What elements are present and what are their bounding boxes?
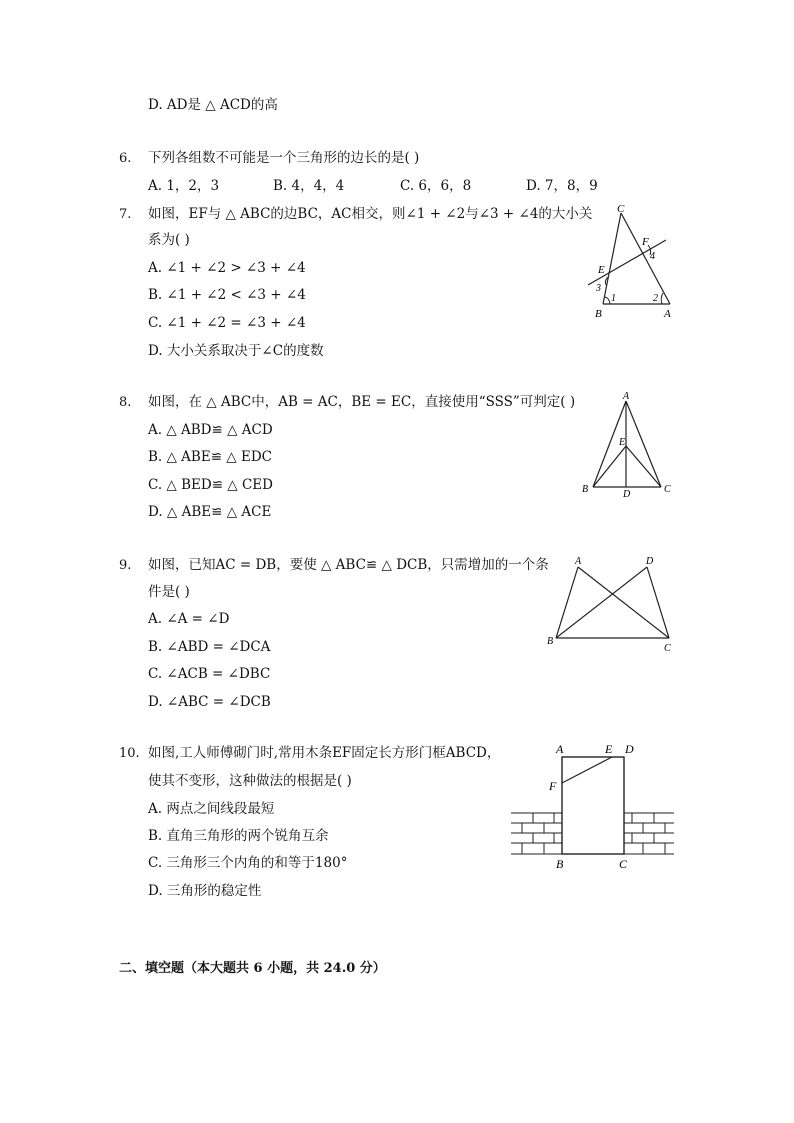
q6-option-b: B. 4，4，4 <box>273 178 345 194</box>
q10-label-a: A <box>556 742 564 756</box>
q10-stem-line1: 如图,工人师傅砌门时,常用木条EF固定长方形门框ABCD， <box>148 745 501 761</box>
q7-option-c: C. ∠1 + ∠2 = ∠3 + ∠4 <box>148 315 306 331</box>
q7-number: 7. <box>119 207 132 222</box>
q7-label-2: 2 <box>653 293 658 304</box>
q10-label-f: F <box>549 779 557 793</box>
q7-stem-line2: 系为( ) <box>148 232 190 248</box>
q7-option-d: D. 大小关系取决于∠C的度数 <box>148 343 324 359</box>
q7-label-f: F <box>642 236 649 248</box>
q8-label-e: E <box>619 437 626 448</box>
q8-label-d: D <box>623 489 631 500</box>
q8-stem: 如图，在 △ ABC中，AB = AC，BE = EC，直接使用“SSS”可判定( ) <box>148 394 576 410</box>
q7-stem-line1: 如图，EF与 △ ABC的边BC，AC相交，则∠1 + ∠2与∠3 + ∠4的大小关 <box>148 206 593 222</box>
q9-label-d: D <box>646 556 654 567</box>
q8-label-b: B <box>582 484 589 495</box>
q10-figure <box>508 738 678 874</box>
q10-label-e: E <box>605 742 613 756</box>
q8-label-c: C <box>664 484 671 495</box>
q10-option-a: A. 两点之间线段最短 <box>148 801 275 817</box>
q7-option-b: B. ∠1 + ∠2 < ∠3 + ∠4 <box>148 287 306 303</box>
q9-stem-line1: 如图，已知AC = DB，要使 △ ABC≌ △ DCB，只需增加的一个条 <box>148 557 549 573</box>
q5-option-d: D. AD是 △ ACD的高 <box>148 97 278 113</box>
q9-figure <box>543 550 683 655</box>
q10-option-d: D. 三角形的稳定性 <box>148 883 262 899</box>
q7-label-e: E <box>598 264 605 276</box>
q8-number: 8. <box>119 395 132 410</box>
door-frame <box>562 757 624 854</box>
q6-stem: 下列各组数不可能是一个三角形的边长的是( ) <box>148 150 420 166</box>
q6-number: 6. <box>119 151 132 166</box>
q9-option-c: C. ∠ACB = ∠DBC <box>148 666 271 682</box>
q8-option-c: C. △ BED≌ △ CED <box>148 477 273 493</box>
q8-option-d: D. △ ABE≌ △ ACE <box>148 504 272 520</box>
q9-stem-line2: 件是( ) <box>148 584 190 600</box>
q10-option-c: C. 三角形三个内角的和等于180° <box>148 855 348 871</box>
q7-label-3: 3 <box>596 283 601 294</box>
q10-label-c: C <box>619 857 628 871</box>
q6-option-d: D. 7，8，9 <box>526 178 598 194</box>
q6-option-a: A. 1，2，3 <box>148 178 220 194</box>
q9-option-d: D. ∠ABC = ∠DCB <box>148 694 271 710</box>
q6-option-c: C. 6，6，8 <box>400 178 472 194</box>
q8-figure <box>578 388 678 500</box>
q10-option-b: B. 直角三角形的两个锐角互余 <box>148 828 329 844</box>
right-brick-wall <box>624 813 674 854</box>
q7-option-a: A. ∠1 + ∠2 > ∠3 + ∠4 <box>148 260 306 276</box>
q9-option-a: A. ∠A = ∠D <box>148 611 230 627</box>
q8-option-a: A. △ ABD≌ △ ACD <box>148 422 273 438</box>
q10-stem-line2: 使其不变形，这种做法的根据是( ) <box>148 773 352 789</box>
q9-label-b: B <box>547 636 554 647</box>
q7-label-c: C <box>617 203 625 215</box>
q7-label-b: B <box>595 308 602 320</box>
q7-figure <box>584 200 684 322</box>
q8-label-a: A <box>623 391 630 402</box>
q7-label-a: A <box>664 308 671 320</box>
q7-label-4: 4 <box>650 251 655 262</box>
q10-label-d: D <box>625 742 634 756</box>
q9-label-c: C <box>664 643 671 654</box>
q9-label-a: A <box>575 556 582 567</box>
q9-option-b: B. ∠ABD = ∠DCA <box>148 639 271 655</box>
left-brick-wall <box>511 813 562 854</box>
q7-label-1: 1 <box>611 293 616 304</box>
q9-number: 9. <box>119 558 132 573</box>
section-heading: 二、填空题（本大题共 6 小题，共 24.0 分） <box>119 961 386 976</box>
q8-option-b: B. △ ABE≌ △ EDC <box>148 449 272 465</box>
q10-label-b: B <box>556 857 564 871</box>
q10-number: 10. <box>119 746 140 761</box>
